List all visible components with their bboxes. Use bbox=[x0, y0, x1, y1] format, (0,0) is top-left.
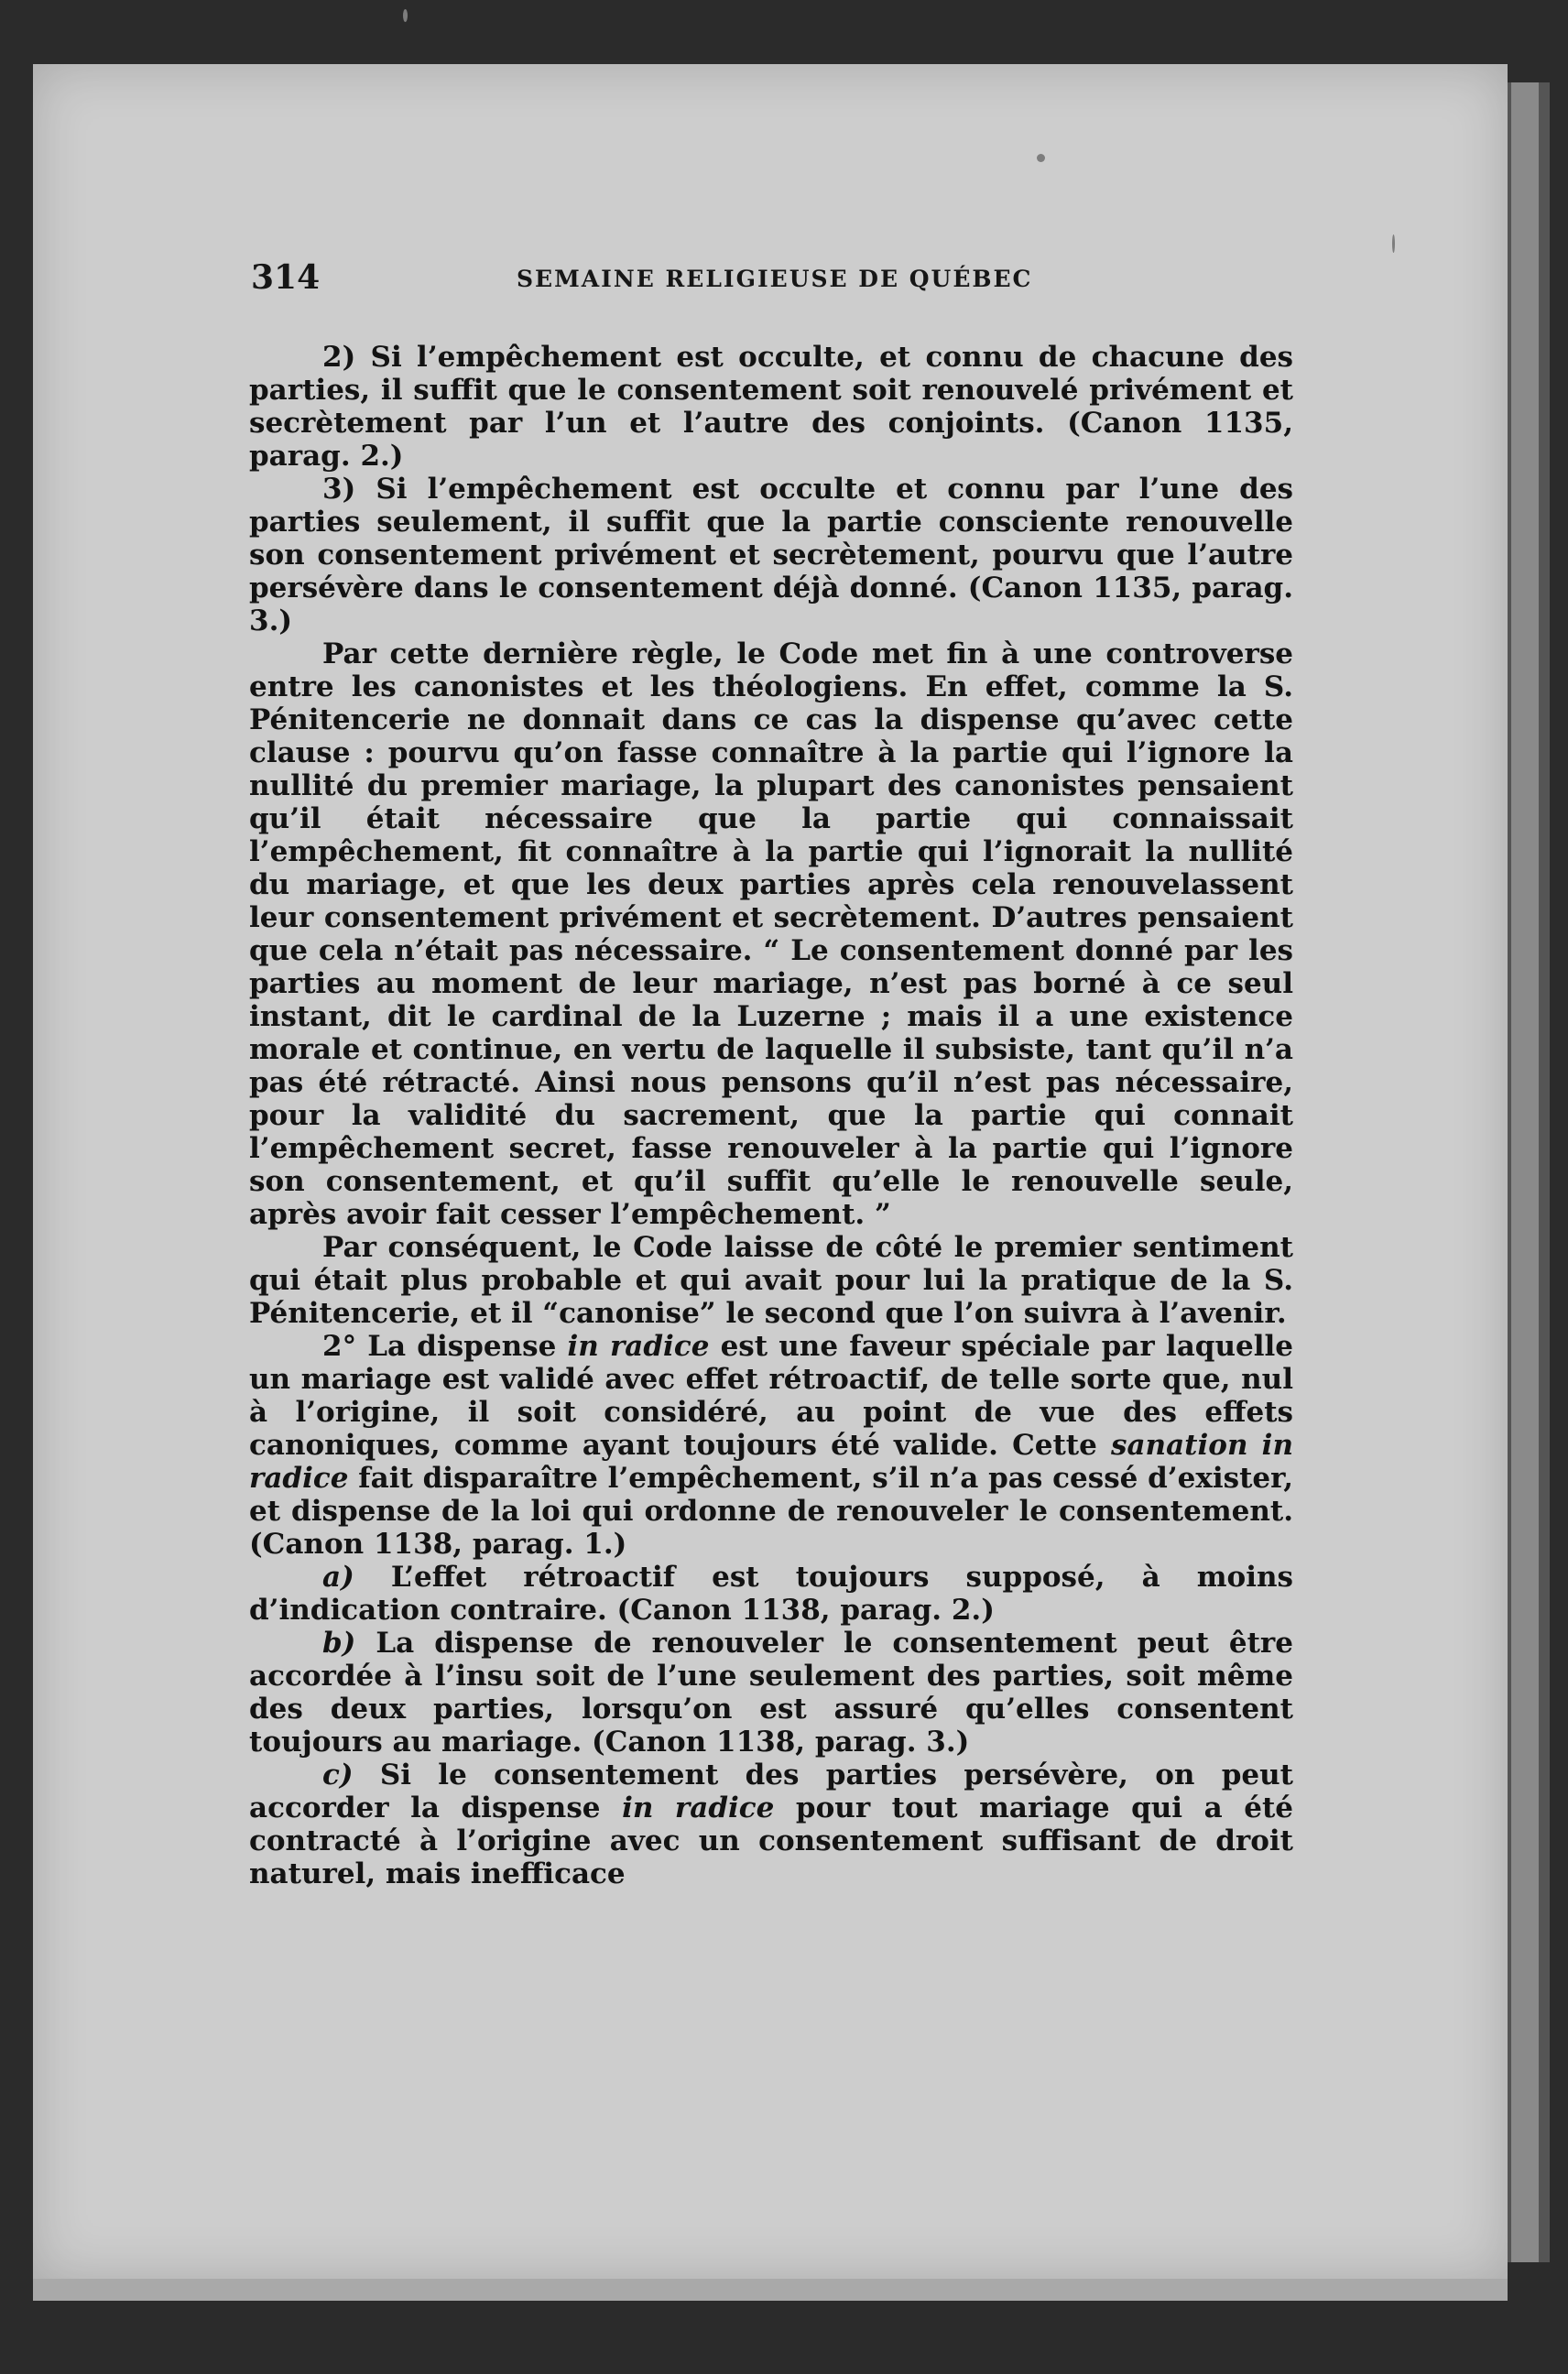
italic-term: in radice bbox=[567, 1330, 710, 1363]
text-run: est une faveur spéciale par laquelle un mariage est validé avec effet rétroactif, de telle sorte que, nul à l’origine, il soit considéré, au point de vue des effets canoniques, comme ayant toujours été valide. Cette bbox=[249, 1330, 1293, 1462]
page-bottom-edge bbox=[33, 2279, 1508, 2301]
body-text bbox=[249, 341, 1293, 1890]
list-item bbox=[249, 1627, 1293, 1759]
item-text: Si le consentement des parties persévère, on peut accorder la dispense bbox=[249, 1759, 1293, 1824]
italic-term: sanation in radice bbox=[249, 1429, 1293, 1495]
dust-speck bbox=[403, 9, 408, 22]
item-text: La dispense de renouveler le consentement peut être accordée à l’insu soit de l’une seulement des parties, soit même des deux parties, lorsqu’on est assuré qu’elles consentent toujours au mariage. (Canon 1138, parag. 3.) bbox=[249, 1627, 1293, 1759]
paragraph: Par conséquent, le Code laisse de côté le premier sentiment qui était plus probable et qui avait pour lui la pratique de la S. Pénitencerie, et il “canonise” le second que l’on suivra à l’avenir. bbox=[249, 1231, 1293, 1330]
item-marker: b) bbox=[322, 1627, 356, 1660]
text-run: 2° La dispense bbox=[322, 1330, 568, 1363]
item-text: pour tout mariage qui a été contracté à l’origine avec un consentement suffisant de droit naturel, mais inefficace bbox=[249, 1791, 1293, 1890]
item-marker: c) bbox=[322, 1759, 354, 1791]
item-text: L’effet rétroactif est toujours supposé, à moins d’indication contraire. (Canon 1138, parag. 2.) bbox=[249, 1561, 1293, 1627]
text-run: fait disparaître l’empêchement, s’il n’a pas cessé d’exister, et dispense de la loi qui ordonne de renouveler le consentement. (Canon 1138, parag. 1.) bbox=[249, 1462, 1293, 1561]
paragraph: 3) Si l’empêchement est occulte et connu par l’une des parties seulement, il suffit que la partie consciente renouvelle son consentement privément et secrètement, pourvu que l’autre persévère dans le consentement déjà donné. (Canon 1135, parag. 3.) bbox=[249, 473, 1293, 637]
page-number: 314 bbox=[251, 258, 321, 297]
item-marker: a) bbox=[322, 1561, 354, 1594]
paragraph: Par cette dernière règle, le Code met fin à une controverse entre les canonistes et les théologiens. En effet, comme la S. Pénitencerie ne donnait dans ce cas la dispense qu’avec cette clause : pourvu qu’on fasse connaître à la partie qui l’ignore la nullité du premier mariage, la plupart des canonistes pensaient qu’il était nécessaire que la partie qui connaissait l’empêchement, fit connaître à la partie qui l’ignorait la nullité du mariage, et que les deux parties après cela renouvelassent leur consentement privément et secrètement. D’autres pensaient que cela n’était pas nécessaire. “ Le consentement donné par les parties au moment de leur mariage, n’est pas borné à ce seul instant, dit le cardinal de la Luzerne ; mais il a une existence morale et continue, en vertu de laquelle il subsiste, tant qu’il n’a pas été rétracté. Ainsi nous pensons qu’il n’est pas nécessaire, pour la validité du sacrement, que la partie qui connait l’empêchement secret, fasse renouveler à la partie qui l’ignore son consentement, et qu’il suffit qu’elle le renouvelle seule, après avoir fait cesser l’empêchement. ” bbox=[249, 637, 1293, 1231]
italic-term: in radice bbox=[622, 1791, 775, 1824]
journal-title: SEMAINE RELIGIEUSE DE QUÉBEC bbox=[517, 266, 1033, 292]
paragraph-dispense bbox=[249, 1330, 1293, 1561]
list-item bbox=[249, 1759, 1293, 1890]
page-edge-shadow bbox=[1504, 82, 1550, 2262]
list-item bbox=[249, 1561, 1293, 1627]
running-head bbox=[251, 258, 1295, 304]
dust-speck bbox=[1392, 234, 1395, 253]
paragraph: 2) Si l’empêchement est occulte, et connu de chacune des parties, il suffit que le consentement soit renouvelé privément et secrètement par l’un et l’autre des conjoints. (Canon 1135, parag. 2.) bbox=[249, 341, 1293, 473]
dust-speck bbox=[1037, 154, 1045, 162]
